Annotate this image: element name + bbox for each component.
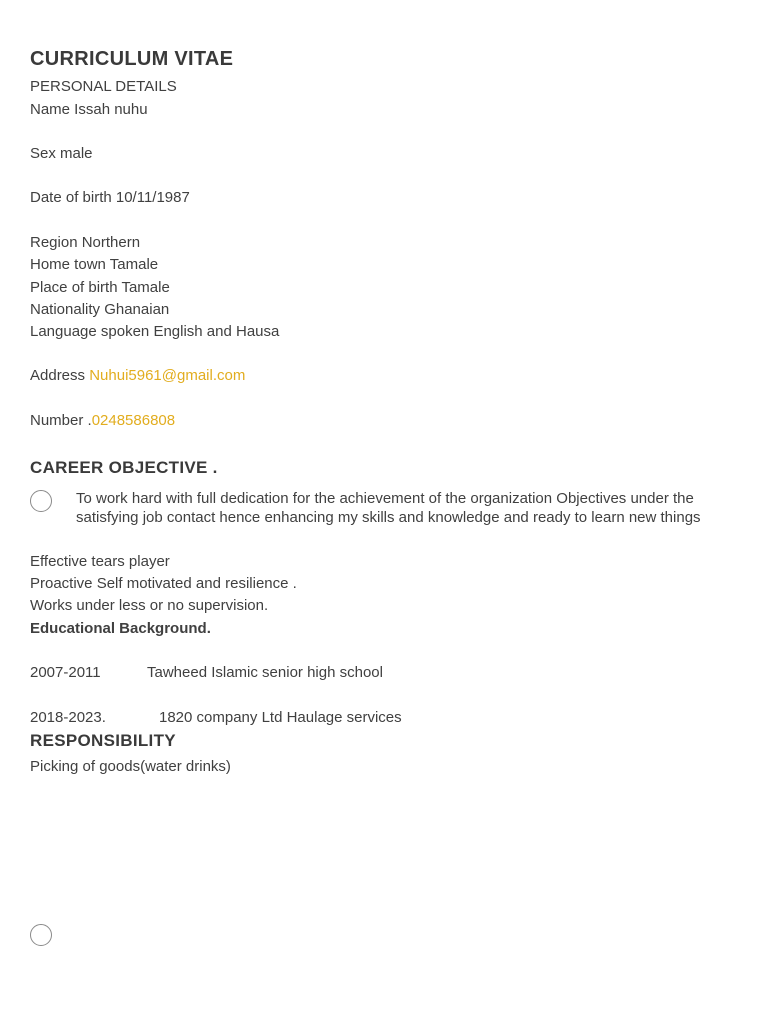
education-place: 1820 company Ltd Haulage services: [159, 709, 402, 726]
empty-checkbox[interactable]: [30, 924, 52, 946]
number-label: Number .: [30, 412, 92, 429]
objective-checkbox[interactable]: [30, 490, 52, 512]
education-years: 2007-2011: [30, 664, 101, 681]
name-line: Name Issah nuhu: [30, 101, 148, 118]
dob-line: Date of birth 10/11/1987: [30, 189, 190, 206]
objective-text: To work hard with full dedication for the achievement of the organization Objectives under the satisfying job contact hence enhancing my skills and knowledge and ready to learn new things: [76, 490, 701, 526]
language-line: Language spoken English and Hausa: [30, 323, 280, 340]
trait-item: Effective tears player: [30, 553, 170, 570]
career-objective-heading: CAREER OBJECTIVE .: [30, 458, 218, 477]
personal-details-heading: PERSONAL DETAILS: [30, 78, 177, 95]
place-of-birth-line: Place of birth Tamale: [30, 279, 170, 296]
education-years: 2018-2023.: [30, 709, 106, 726]
address-label: Address: [30, 367, 90, 384]
hometown-line: Home town Tamale: [30, 256, 159, 273]
address-line: [30, 366, 245, 386]
sex-line: Sex male: [30, 145, 93, 162]
education-place: Tawheed Islamic senior high school: [147, 664, 383, 681]
region-line: Region Northern: [30, 234, 141, 251]
education-entry: [30, 663, 101, 683]
document-title: CURRICULUM VITAE: [30, 48, 234, 70]
education-heading: Educational Background.: [30, 620, 211, 637]
education-entry: [30, 708, 106, 728]
number-line: [30, 411, 175, 431]
trait-item: Proactive Self motivated and resilience .: [30, 575, 297, 592]
responsibility-item: Picking of goods(water drinks): [30, 758, 231, 775]
phone-link[interactable]: 0248586808: [91, 412, 176, 429]
responsibility-heading: RESPONSIBILITY: [30, 731, 176, 750]
nationality-line: Nationality Ghanaian: [30, 301, 170, 318]
email-link[interactable]: Nuhui5961@gmail.com: [89, 367, 246, 384]
trait-item: Works under less or no supervision.: [30, 597, 269, 614]
